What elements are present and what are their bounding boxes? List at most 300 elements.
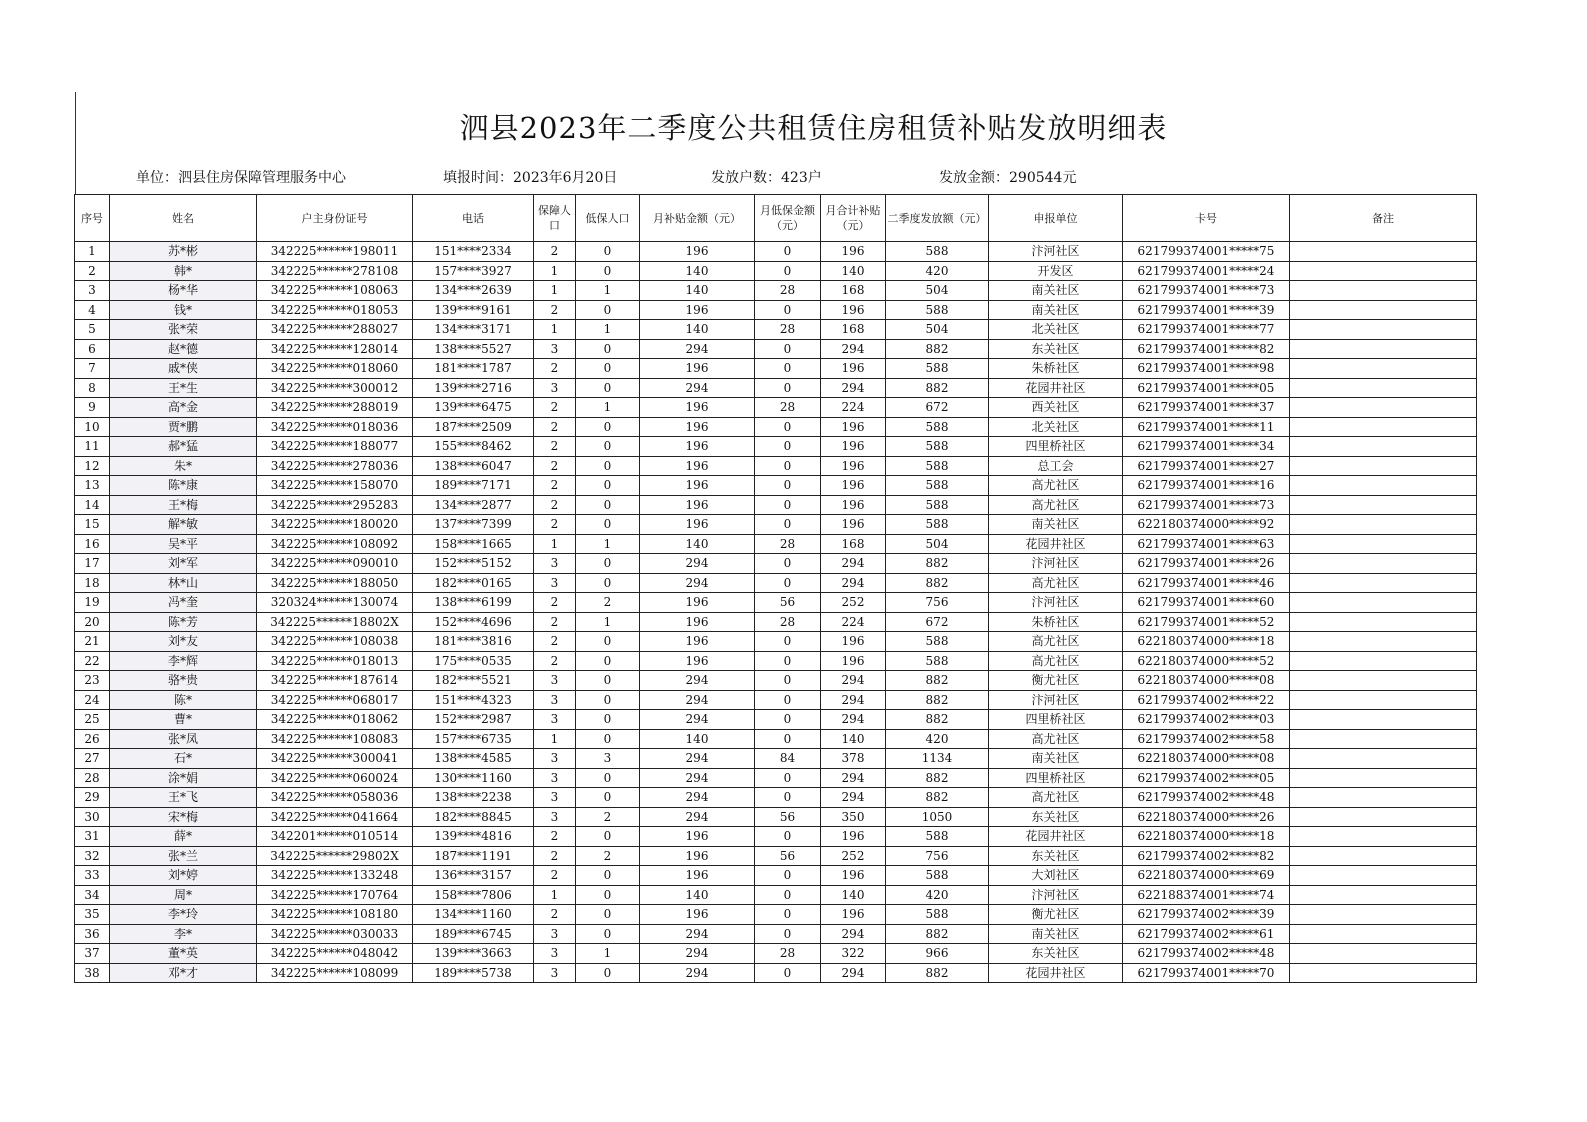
- cell-monthly: 196: [640, 593, 755, 613]
- cell-id: 342225******187614: [257, 671, 413, 691]
- cell-id: 342225******133248: [257, 866, 413, 886]
- cell-monthtotal: 252: [821, 846, 886, 866]
- cell-name: 薛*: [110, 827, 257, 847]
- cell-phone: 138****2238: [413, 788, 534, 808]
- cell-card: 621799374001*****24: [1123, 261, 1290, 281]
- cell-remark: [1290, 515, 1477, 535]
- cell-name: 邓*才: [110, 963, 257, 983]
- cell-lowinc: 0: [576, 261, 640, 281]
- amount-label: 发放金额：290544元: [939, 170, 1077, 186]
- cell-protected: 1: [534, 885, 576, 905]
- cell-remark: [1290, 437, 1477, 457]
- cell-unit: 南关社区: [989, 281, 1123, 301]
- table-row: [75, 963, 1477, 983]
- cell-card: 621799374001*****46: [1123, 573, 1290, 593]
- cell-seq: 5: [75, 320, 110, 340]
- cell-name: 吴*平: [110, 534, 257, 554]
- cell-seq: 37: [75, 944, 110, 964]
- cell-lowinc: 0: [576, 456, 640, 476]
- cell-unit: 南关社区: [989, 300, 1123, 320]
- cell-protected: 2: [534, 300, 576, 320]
- cell-seq: 23: [75, 671, 110, 691]
- cell-monthly: 196: [640, 437, 755, 457]
- cell-monthly: 294: [640, 378, 755, 398]
- cell-seq: 30: [75, 807, 110, 827]
- cell-protected: 2: [534, 515, 576, 535]
- cell-card: 621799374001*****11: [1123, 417, 1290, 437]
- cell-lowinc: 0: [576, 476, 640, 496]
- cell-lowamt: 0: [755, 827, 821, 847]
- cell-phone: 189****7171: [413, 476, 534, 496]
- cell-name: 赵*德: [110, 339, 257, 359]
- table-row: [75, 476, 1477, 496]
- cell-name: 骆*贵: [110, 671, 257, 691]
- cell-card: 621799374001*****63: [1123, 534, 1290, 554]
- cell-monthtotal: 140: [821, 729, 886, 749]
- cell-protected: 2: [534, 242, 576, 262]
- cell-protected: 3: [534, 573, 576, 593]
- cell-phone: 182****5521: [413, 671, 534, 691]
- cell-monthly: 294: [640, 339, 755, 359]
- cell-phone: 134****1160: [413, 905, 534, 925]
- cell-name: 郝*猛: [110, 437, 257, 457]
- cell-quarter: 882: [886, 924, 989, 944]
- cell-lowamt: 0: [755, 710, 821, 730]
- table-row: [75, 866, 1477, 886]
- cell-id: 342225******278108: [257, 261, 413, 281]
- cell-monthly: 294: [640, 788, 755, 808]
- cell-monthly: 196: [640, 866, 755, 886]
- table-row: [75, 339, 1477, 359]
- cell-seq: 13: [75, 476, 110, 496]
- cell-lowinc: 0: [576, 632, 640, 652]
- cell-unit: 大刘社区: [989, 866, 1123, 886]
- cell-remark: [1290, 573, 1477, 593]
- cell-monthly: 196: [640, 242, 755, 262]
- cell-name: 石*: [110, 749, 257, 769]
- cell-id: 342225******188050: [257, 573, 413, 593]
- header-seq: 序号: [75, 195, 110, 242]
- cell-name: 涂*娟: [110, 768, 257, 788]
- cell-lowinc: 0: [576, 788, 640, 808]
- cell-monthly: 140: [640, 534, 755, 554]
- cell-remark: [1290, 417, 1477, 437]
- cell-lowinc: 1: [576, 612, 640, 632]
- cell-lowinc: 0: [576, 554, 640, 574]
- cell-protected: 1: [534, 320, 576, 340]
- cell-name: 周*: [110, 885, 257, 905]
- cell-remark: [1290, 944, 1477, 964]
- cell-lowinc: 0: [576, 437, 640, 457]
- cell-seq: 3: [75, 281, 110, 301]
- cell-name: 张*兰: [110, 846, 257, 866]
- cell-id: 342225******300012: [257, 378, 413, 398]
- cell-protected: 2: [534, 456, 576, 476]
- households-label: 发放户数：423户: [711, 170, 822, 186]
- cell-lowamt: 56: [755, 593, 821, 613]
- cell-monthtotal: 168: [821, 320, 886, 340]
- cell-name: 冯*奎: [110, 593, 257, 613]
- cell-monthtotal: 196: [821, 417, 886, 437]
- cell-phone: 137****7399: [413, 515, 534, 535]
- cell-quarter: 1134: [886, 749, 989, 769]
- cell-lowinc: 0: [576, 495, 640, 515]
- cell-quarter: 588: [886, 300, 989, 320]
- cell-protected: 2: [534, 417, 576, 437]
- cell-monthly: 196: [640, 300, 755, 320]
- cell-unit: 南关社区: [989, 749, 1123, 769]
- cell-lowinc: 0: [576, 242, 640, 262]
- cell-seq: 15: [75, 515, 110, 535]
- cell-phone: 158****7806: [413, 885, 534, 905]
- cell-lowamt: 28: [755, 944, 821, 964]
- cell-protected: 3: [534, 963, 576, 983]
- cell-id: 342225******300041: [257, 749, 413, 769]
- cell-quarter: 882: [886, 768, 989, 788]
- cell-quarter: 672: [886, 398, 989, 418]
- cell-protected: 2: [534, 437, 576, 457]
- cell-id: 342225******048042: [257, 944, 413, 964]
- cell-name: 宋*梅: [110, 807, 257, 827]
- cell-lowinc: 0: [576, 905, 640, 925]
- cell-protected: 1: [534, 261, 576, 281]
- cell-lowinc: 0: [576, 671, 640, 691]
- cell-remark: [1290, 534, 1477, 554]
- cell-remark: [1290, 593, 1477, 613]
- cell-remark: [1290, 281, 1477, 301]
- cell-monthly: 294: [640, 690, 755, 710]
- cell-card: 622180374000*****69: [1123, 866, 1290, 886]
- cell-seq: 16: [75, 534, 110, 554]
- cell-seq: 33: [75, 866, 110, 886]
- cell-quarter: 588: [886, 476, 989, 496]
- cell-name: 苏*彬: [110, 242, 257, 262]
- table-row: [75, 378, 1477, 398]
- cell-lowinc: 1: [576, 534, 640, 554]
- header-remark: 备注: [1290, 195, 1477, 242]
- cell-name: 曹*: [110, 710, 257, 730]
- cell-unit: 汴河社区: [989, 242, 1123, 262]
- cell-phone: 134****2639: [413, 281, 534, 301]
- cell-monthtotal: 294: [821, 963, 886, 983]
- cell-quarter: 882: [886, 378, 989, 398]
- cell-monthly: 140: [640, 885, 755, 905]
- cell-id: 342225******108063: [257, 281, 413, 301]
- cell-phone: 139****6475: [413, 398, 534, 418]
- cell-seq: 1: [75, 242, 110, 262]
- cell-monthly: 196: [640, 612, 755, 632]
- cell-quarter: 504: [886, 281, 989, 301]
- cell-name: 韩*: [110, 261, 257, 281]
- cell-remark: [1290, 749, 1477, 769]
- table-body: [75, 242, 1477, 983]
- cell-seq: 35: [75, 905, 110, 925]
- cell-quarter: 588: [886, 632, 989, 652]
- subsidy-table: [74, 194, 1477, 983]
- cell-unit: 四里桥社区: [989, 437, 1123, 457]
- cell-phone: 187****1191: [413, 846, 534, 866]
- cell-seq: 21: [75, 632, 110, 652]
- table-row: [75, 573, 1477, 593]
- cell-id: 342225******041664: [257, 807, 413, 827]
- cell-monthly: 196: [640, 632, 755, 652]
- cell-remark: [1290, 729, 1477, 749]
- cell-lowinc: 3: [576, 749, 640, 769]
- cell-monthtotal: 168: [821, 281, 886, 301]
- cell-remark: [1290, 300, 1477, 320]
- table-row: [75, 359, 1477, 379]
- cell-lowinc: 0: [576, 417, 640, 437]
- cell-quarter: 420: [886, 729, 989, 749]
- cell-id: 342225******058036: [257, 788, 413, 808]
- cell-id: 342225******288027: [257, 320, 413, 340]
- cell-lowinc: 0: [576, 651, 640, 671]
- cell-protected: 1: [534, 729, 576, 749]
- cell-lowinc: 0: [576, 339, 640, 359]
- cell-monthtotal: 196: [821, 632, 886, 652]
- header-phone: 电话: [413, 195, 534, 242]
- cell-protected: 2: [534, 593, 576, 613]
- cell-seq: 11: [75, 437, 110, 457]
- cell-monthtotal: 196: [821, 359, 886, 379]
- cell-lowinc: 0: [576, 515, 640, 535]
- cell-monthtotal: 140: [821, 261, 886, 281]
- cell-quarter: 588: [886, 827, 989, 847]
- cell-quarter: 504: [886, 534, 989, 554]
- cell-monthly: 196: [640, 359, 755, 379]
- cell-quarter: 588: [886, 456, 989, 476]
- cell-phone: 155****8462: [413, 437, 534, 457]
- cell-unit: 汴河社区: [989, 885, 1123, 905]
- cell-unit: 高尤社区: [989, 632, 1123, 652]
- cell-monthtotal: 294: [821, 671, 886, 691]
- cell-phone: 134****3171: [413, 320, 534, 340]
- cell-protected: 2: [534, 905, 576, 925]
- cell-remark: [1290, 398, 1477, 418]
- cell-monthtotal: 196: [821, 827, 886, 847]
- cell-remark: [1290, 671, 1477, 691]
- cell-quarter: 420: [886, 261, 989, 281]
- cell-phone: 130****1160: [413, 768, 534, 788]
- cell-unit: 花园井社区: [989, 378, 1123, 398]
- cell-monthly: 294: [640, 807, 755, 827]
- cell-lowamt: 0: [755, 885, 821, 905]
- cell-protected: 3: [534, 924, 576, 944]
- table-row: [75, 320, 1477, 340]
- cell-quarter: 588: [886, 242, 989, 262]
- cell-unit: 东关社区: [989, 339, 1123, 359]
- cell-seq: 17: [75, 554, 110, 574]
- cell-protected: 2: [534, 846, 576, 866]
- cell-protected: 3: [534, 807, 576, 827]
- cell-lowamt: 0: [755, 437, 821, 457]
- cell-name: 李*辉: [110, 651, 257, 671]
- cell-monthly: 294: [640, 710, 755, 730]
- cell-lowinc: 1: [576, 281, 640, 301]
- cell-monthtotal: 294: [821, 554, 886, 574]
- cell-unit: 北关社区: [989, 320, 1123, 340]
- cell-unit: 汴河社区: [989, 593, 1123, 613]
- table-row: [75, 632, 1477, 652]
- cell-card: 621799374001*****77: [1123, 320, 1290, 340]
- cell-lowinc: 1: [576, 398, 640, 418]
- cell-seq: 29: [75, 788, 110, 808]
- fill-time-label: 填报时间：2023年6月20日: [443, 170, 618, 186]
- cell-name: 张*凤: [110, 729, 257, 749]
- cell-quarter: 882: [886, 671, 989, 691]
- cell-remark: [1290, 378, 1477, 398]
- cell-protected: 3: [534, 749, 576, 769]
- cell-phone: 181****3816: [413, 632, 534, 652]
- cell-protected: 3: [534, 944, 576, 964]
- cell-remark: [1290, 359, 1477, 379]
- cell-phone: 152****2987: [413, 710, 534, 730]
- cell-unit: 南关社区: [989, 924, 1123, 944]
- cell-name: 林*山: [110, 573, 257, 593]
- cell-phone: 139****4816: [413, 827, 534, 847]
- table-row: [75, 944, 1477, 964]
- cell-card: 621799374001*****98: [1123, 359, 1290, 379]
- cell-quarter: 882: [886, 690, 989, 710]
- cell-quarter: 588: [886, 359, 989, 379]
- cell-lowamt: 0: [755, 788, 821, 808]
- cell-lowinc: 0: [576, 866, 640, 886]
- cell-card: 621799374002*****58: [1123, 729, 1290, 749]
- cell-monthtotal: 196: [821, 456, 886, 476]
- table-row: [75, 827, 1477, 847]
- cell-monthtotal: 294: [821, 768, 886, 788]
- header-lowamt: 月低保金额（元）: [755, 195, 821, 242]
- cell-name: 刘*军: [110, 554, 257, 574]
- cell-lowamt: 28: [755, 612, 821, 632]
- cell-card: 621799374001*****37: [1123, 398, 1290, 418]
- cell-protected: 3: [534, 671, 576, 691]
- cell-unit: 四里桥社区: [989, 768, 1123, 788]
- cell-remark: [1290, 866, 1477, 886]
- table-row: [75, 768, 1477, 788]
- cell-protected: 3: [534, 768, 576, 788]
- cell-card: 621799374001*****39: [1123, 300, 1290, 320]
- cell-lowamt: 0: [755, 300, 821, 320]
- cell-id: 342225******068017: [257, 690, 413, 710]
- header-card: 卡号: [1123, 195, 1290, 242]
- cell-protected: 2: [534, 651, 576, 671]
- cell-card: 621799374002*****03: [1123, 710, 1290, 730]
- header-unit: 申报单位: [989, 195, 1123, 242]
- table-row: [75, 456, 1477, 476]
- cell-lowamt: 0: [755, 573, 821, 593]
- cell-phone: 157****3927: [413, 261, 534, 281]
- cell-protected: 2: [534, 827, 576, 847]
- cell-card: 621799374002*****22: [1123, 690, 1290, 710]
- cell-lowamt: 0: [755, 768, 821, 788]
- cell-card: 622180374000*****18: [1123, 827, 1290, 847]
- cell-card: 621799374002*****39: [1123, 905, 1290, 925]
- cell-quarter: 588: [886, 866, 989, 886]
- cell-seq: 19: [75, 593, 110, 613]
- cell-protected: 3: [534, 339, 576, 359]
- cell-card: 621799374001*****60: [1123, 593, 1290, 613]
- cell-monthly: 140: [640, 281, 755, 301]
- cell-unit: 南关社区: [989, 515, 1123, 535]
- table-row: [75, 710, 1477, 730]
- cell-card: 622188374001*****74: [1123, 885, 1290, 905]
- cell-monthtotal: 196: [821, 495, 886, 515]
- cell-name: 解*敏: [110, 515, 257, 535]
- cell-monthly: 196: [640, 846, 755, 866]
- table-row: [75, 437, 1477, 457]
- cell-remark: [1290, 632, 1477, 652]
- cell-unit: 高尤社区: [989, 788, 1123, 808]
- cell-monthtotal: 196: [821, 437, 886, 457]
- cell-card: 621799374002*****05: [1123, 768, 1290, 788]
- cell-id: 342225******295283: [257, 495, 413, 515]
- cell-phone: 139****9161: [413, 300, 534, 320]
- cell-lowinc: 1: [576, 944, 640, 964]
- cell-seq: 27: [75, 749, 110, 769]
- cell-seq: 32: [75, 846, 110, 866]
- cell-phone: 181****1787: [413, 359, 534, 379]
- cell-remark: [1290, 827, 1477, 847]
- cell-remark: [1290, 339, 1477, 359]
- table-row: [75, 905, 1477, 925]
- cell-name: 陈*: [110, 690, 257, 710]
- cell-remark: [1290, 924, 1477, 944]
- cell-id: 342225******090010: [257, 554, 413, 574]
- cell-quarter: 588: [886, 651, 989, 671]
- cell-name: 张*荣: [110, 320, 257, 340]
- cell-id: 342225******108180: [257, 905, 413, 925]
- cell-phone: 138****4585: [413, 749, 534, 769]
- cell-monthtotal: 252: [821, 593, 886, 613]
- cell-lowamt: 0: [755, 378, 821, 398]
- table-row: [75, 554, 1477, 574]
- table-row: [75, 261, 1477, 281]
- table-row: [75, 749, 1477, 769]
- cell-card: 621799374002*****48: [1123, 788, 1290, 808]
- cell-protected: 1: [534, 281, 576, 301]
- cell-lowamt: 0: [755, 515, 821, 535]
- cell-remark: [1290, 456, 1477, 476]
- cell-lowamt: 28: [755, 534, 821, 554]
- cell-phone: 152****4696: [413, 612, 534, 632]
- header-monthtotal: 月合计补贴（元）: [821, 195, 886, 242]
- cell-lowamt: 0: [755, 359, 821, 379]
- cell-remark: [1290, 320, 1477, 340]
- cell-unit: 高尤社区: [989, 651, 1123, 671]
- cell-id: 342225******180020: [257, 515, 413, 535]
- header-name: 姓名: [110, 195, 257, 242]
- cell-remark: [1290, 242, 1477, 262]
- cell-lowamt: 0: [755, 242, 821, 262]
- cell-quarter: 588: [886, 515, 989, 535]
- cell-protected: 2: [534, 612, 576, 632]
- cell-id: 342225******108038: [257, 632, 413, 652]
- table-row: [75, 651, 1477, 671]
- cell-remark: [1290, 905, 1477, 925]
- cell-monthly: 196: [640, 515, 755, 535]
- cell-lowamt: 0: [755, 866, 821, 886]
- cell-monthtotal: 378: [821, 749, 886, 769]
- cell-phone: 182****8845: [413, 807, 534, 827]
- cell-phone: 189****5738: [413, 963, 534, 983]
- cell-card: 621799374001*****26: [1123, 554, 1290, 574]
- cell-id: 342225******158070: [257, 476, 413, 496]
- cell-quarter: 882: [886, 573, 989, 593]
- cell-seq: 34: [75, 885, 110, 905]
- cell-monthly: 140: [640, 261, 755, 281]
- cell-card: 622180374000*****08: [1123, 749, 1290, 769]
